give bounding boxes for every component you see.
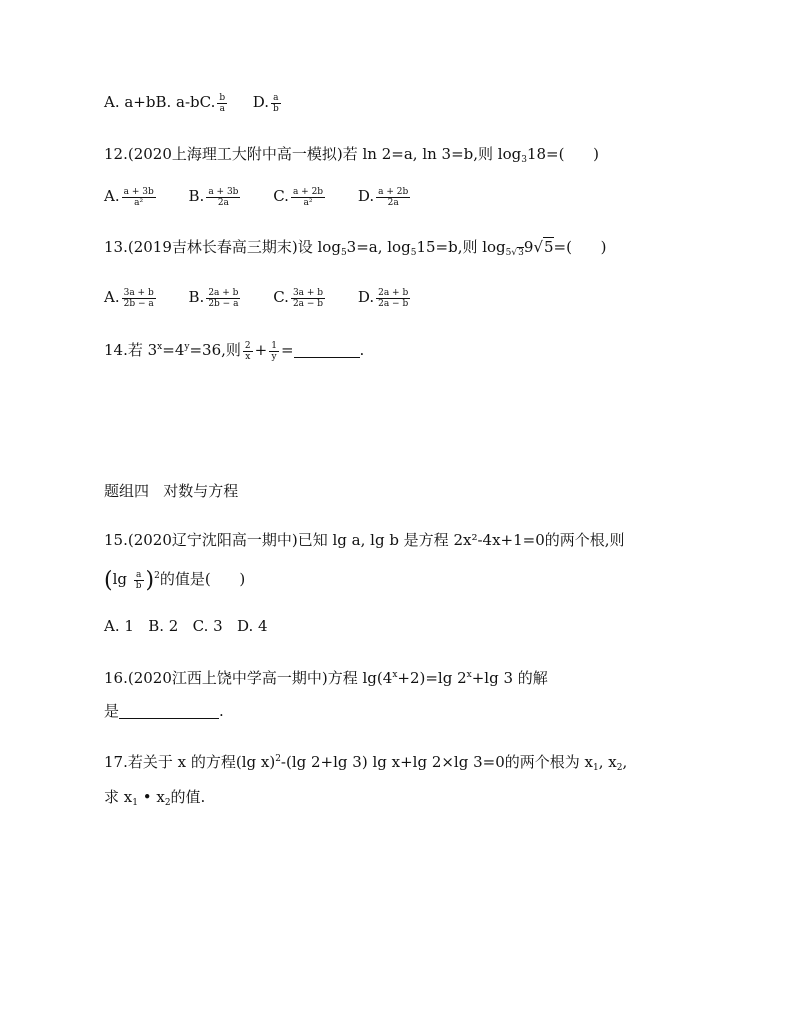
q11-option-b: B. a-b [155,93,200,111]
option-label: D. [357,288,375,306]
exponent: 2 [154,571,160,581]
q16-answer-prefix: 是 [104,702,120,720]
q13-option-c [273,287,327,309]
q11-option-d-label: D. [252,93,269,111]
q15-options: A. 1 B. 2 C. 3 D. 4 [104,617,268,635]
q16-end: . [219,702,224,720]
q13-argument: 9 [523,238,534,256]
q13-options [104,287,438,309]
q11-option-c-fraction [217,93,227,114]
q12-options [104,186,438,208]
fraction-denominator: a [219,103,225,114]
q13-stem [104,237,606,263]
q15-expression [104,566,245,591]
fraction-denominator: x [245,351,251,362]
q11-option-c-label: C. [199,93,216,111]
q14-text: 14.若 3 [104,341,158,359]
fraction-numerator: b [219,92,226,103]
log-base-coefficient: 5 [505,248,512,258]
q16-answer-line [104,701,224,721]
exponent: x [466,670,472,680]
q16-answer-blank [119,704,219,719]
q15-fraction [134,570,144,591]
q14-end: . [359,341,365,359]
fraction-denominator: a² [134,197,144,208]
option-label: C. [273,187,289,205]
q12-stem-text: 12.(2020上海理工大附中高一模拟)若 ln 2=a, ln 3=b,则 log [104,145,522,163]
exponent: x [157,342,163,352]
q17-line2 [104,787,205,813]
q16-text-mid: +2)=lg 2 [397,669,467,687]
fraction-denominator: 2b − a [208,298,239,309]
fraction-numerator: 2 [244,340,251,351]
q17-text: 17.若关于 x 的方程(lg x) [104,753,276,771]
equals-sign: = [280,341,294,359]
q13-stem-mid1: 3=a, log [346,238,411,256]
option-fraction [376,288,410,309]
exponent: x [392,670,398,680]
fraction-denominator: 2a − b [292,298,324,309]
q15-stem: 15.(2020辽宁沈阳高一期中)已知 lg a, lg b 是方程 2x²-4x+1=0的两个根,则 [104,531,625,549]
fraction-numerator: 2a + b [378,287,409,298]
q17-text-end: , [622,753,628,771]
fraction-numerator: a [271,93,281,104]
log-base: 5 [410,248,417,258]
subscript: 2 [616,763,623,773]
q13-radicand: 5 [544,238,554,256]
q13-stem-end: =( ) [553,238,607,256]
q12-option-a [104,186,158,208]
q13-option-d [358,287,412,309]
q14-fraction-1 [243,341,253,362]
fraction-denominator: 2a [217,197,229,208]
q13-option-b [189,287,243,309]
plus-sign: + [254,341,268,359]
fraction-denominator: 2b − a [123,298,154,309]
fraction-denominator: 2a [387,197,399,208]
q14-text-mid1: =4 [162,341,185,359]
section-heading: 题组四 对数与方程 [104,482,239,500]
fraction-numerator: 3a + b [123,287,154,298]
fraction-denominator: b [135,580,142,591]
sqrt-icon: √ [511,248,518,258]
log-base-root [506,247,524,258]
fraction-numerator: 3a + b [292,287,324,298]
option-label: A. [104,187,120,205]
fraction-numerator: 1 [271,340,277,351]
option-label: B. [188,288,205,306]
fraction-denominator: 2a − b [378,298,409,309]
fraction-numerator: a + 3b [208,186,239,197]
option-label: B. [188,187,205,205]
q17-line2-text: 求 x [104,788,133,806]
option-fraction [122,288,156,309]
q14-fraction-2 [269,341,279,362]
lg-operator: lg [112,570,127,588]
q11-options [104,92,283,114]
fraction-numerator: a + 3b [123,186,154,197]
q12-option-c [273,186,327,208]
q13-option-a [104,287,158,309]
left-paren: ( [104,568,113,593]
q17-line2-mid: • x [137,788,165,806]
q11-option-d-fraction [271,93,281,114]
subscript: 2 [164,798,171,808]
q12-log-base: 3 [521,155,527,165]
log-base-radicand: 3 [518,248,524,258]
exponent: y [184,342,190,352]
exponent: 2 [275,754,281,764]
option-fraction [291,288,325,309]
q12-stem [104,144,599,170]
fraction-numerator: 2a + b [208,287,239,298]
option-fraction [376,187,410,208]
sqrt-icon: √ [533,238,543,256]
q17-text-mid: -(lg 2+lg 3) lg x+lg 2×lg 3=0的两个根为 x [280,753,593,771]
right-paren: ) [145,568,155,593]
q13-stem-text: 13.(2019吉林长春高三期末)设 log [104,238,341,256]
subscript: 1 [132,798,138,808]
option-label: D. [357,187,375,205]
q14-stem [104,337,364,362]
q17-line2-end: 的值. [170,788,206,806]
option-fraction [291,187,325,208]
fraction-denominator: y [271,351,277,362]
fraction-denominator: b [272,103,279,114]
q15-expression-end: 的值是( ) [159,570,246,588]
fraction-numerator: a [134,570,144,581]
option-fraction [122,187,156,208]
option-fraction [206,187,240,208]
q14-answer-blank [294,343,360,358]
fraction-denominator: a² [303,197,313,208]
log-base: 5 [340,248,347,258]
q17-stem [104,749,627,778]
option-label: C. [273,288,289,306]
q12-option-d [358,186,412,208]
q13-stem-mid2: 15=b,则 log [416,238,506,256]
option-label: A. [104,288,120,306]
q16-text-end: +lg 3 的解 [471,669,548,687]
q17-text-comma: , x [598,753,617,771]
q14-text-mid2: =36,则 [189,341,241,359]
q12-option-b [189,186,243,208]
q11-option-a: A. a+b [104,93,156,111]
q16-text: 16.(2020江西上饶中学高一期中)方程 lg(4 [104,669,393,687]
fraction-numerator: a + 2b [378,186,409,197]
q16-stem [104,665,548,688]
subscript: 1 [592,763,599,773]
fraction-numerator: a + 2b [292,186,324,197]
option-fraction [206,288,240,309]
q12-stem-end: 18=( ) [526,145,599,163]
